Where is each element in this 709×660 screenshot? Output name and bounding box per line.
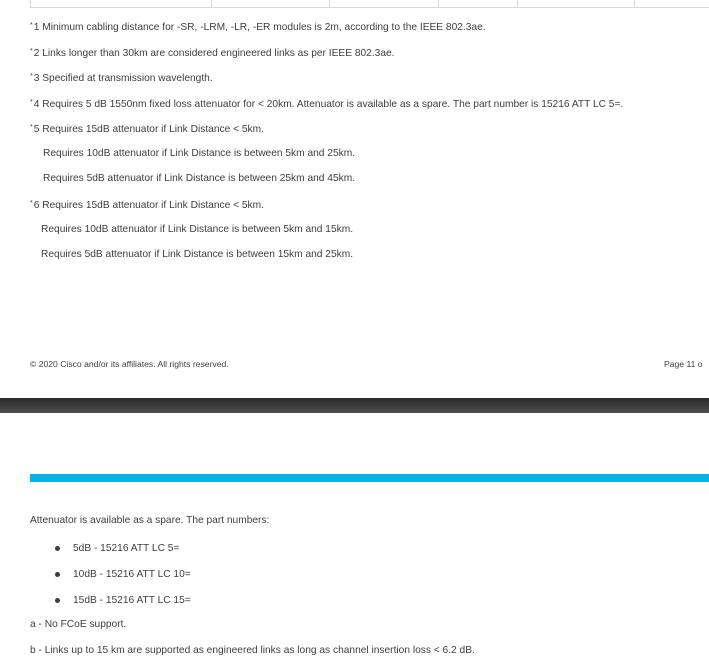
footnote-6-line-2: Requires 10dB attenuator if Link Distance is between 5km and 15km.	[41, 224, 354, 235]
attenuator-intro: Attenuator is available as a spare. The part numbers:	[30, 515, 270, 526]
table-column-divider	[438, 0, 439, 7]
bullet-dot	[55, 546, 60, 551]
footnote-4: *4 Requires 5 dB 1550nm fixed loss attenuator for < 20km. Attenuator is available as a spare. The part number is 15216 ATT LC 5=.	[30, 99, 624, 110]
note-b: b - Links up to 15 km are supported as engineered links as long as channel insertion loss < 6.2 dB.	[30, 645, 475, 656]
bullet-item-15db: 15dB - 15216 ATT LC 15=	[73, 595, 191, 606]
header-accent-bar	[30, 474, 709, 482]
footnote-5-line-2: Requires 10dB attenuator if Link Distance is between 5km and 25km.	[43, 148, 356, 159]
bullet-dot	[55, 572, 60, 577]
footnote-6-line-3: Requires 5dB attenuator if Link Distance is between 15km and 25km.	[41, 249, 354, 260]
table-bottom-edge	[30, 0, 709, 8]
table-column-divider	[211, 0, 212, 7]
bullet-item-10db: 10dB - 15216 ATT LC 10=	[73, 569, 191, 580]
page-break-divider	[0, 398, 709, 413]
footnote-5-line-3: Requires 5dB attenuator if Link Distance is between 25km and 45km.	[43, 173, 356, 184]
note-a: a - No FCoE support.	[30, 619, 127, 630]
table-column-divider	[329, 0, 330, 7]
footnote-6: *6 Requires 15dB attenuator if Link Distance < 5km.	[30, 200, 264, 211]
bullet-item-5db: 5dB - 15216 ATT LC 5=	[73, 543, 180, 554]
footnote-1: *1 Minimum cabling distance for -SR, -LRM, -LR, -ER modules is 2m, according to the IEEE 802.3ae.	[30, 22, 486, 33]
footnote-3: *3 Specified at transmission wavelength.	[30, 73, 213, 84]
bullet-dot	[55, 598, 60, 603]
footnote-5: *5 Requires 15dB attenuator if Link Distance < 5km.	[30, 124, 264, 135]
copyright-notice: © 2020 Cisco and/or its affiliates. All rights reserved.	[30, 359, 229, 369]
table-column-divider	[517, 0, 518, 7]
footnote-2: *2 Links longer than 30km are considered engineered links as per IEEE 802.3ae.	[30, 48, 395, 59]
page-number: Page 11 o	[664, 359, 703, 369]
table-column-divider	[634, 0, 635, 7]
